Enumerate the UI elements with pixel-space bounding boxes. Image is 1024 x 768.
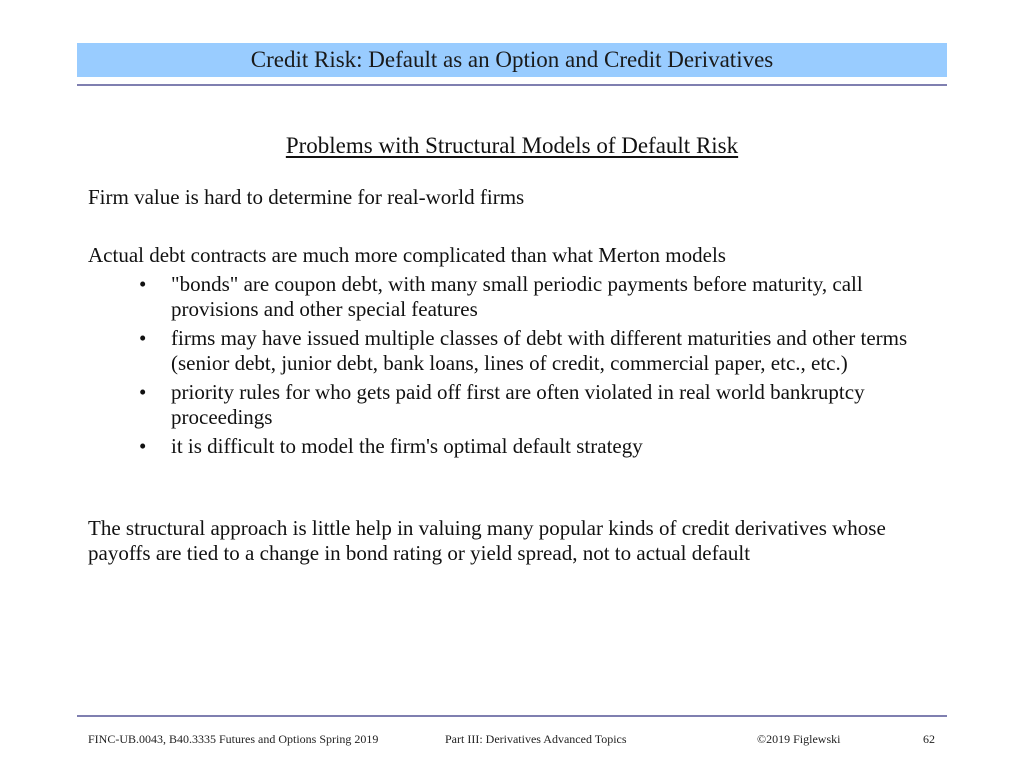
bullet-text: firms may have issued multiple classes of debt with different maturities and other terms (senior debt, junior debt, bank loans, lines of credit, commercial paper, etc., etc.): [171, 326, 908, 375]
bullet-icon: •: [139, 326, 147, 350]
slide-subtitle: [0, 133, 1024, 159]
bullet-icon: •: [139, 272, 147, 296]
bullet-item: [139, 434, 939, 459]
bullet-text: it is difficult to model the firm's optimal default strategy: [171, 434, 643, 458]
bullet-item: [139, 326, 939, 376]
bullet-list: [139, 272, 939, 463]
bullet-item: [139, 380, 939, 430]
slide-title: Credit Risk: Default as an Option and Credit Derivatives: [250, 47, 774, 72]
bullet-icon: •: [139, 434, 147, 458]
paragraph-firm-value: Firm value is hard to determine for real-world firms: [88, 185, 525, 209]
footer-divider: [77, 715, 947, 717]
paragraph-structural-approach: The structural approach is little help in valuing many popular kinds of credit derivatives whose payoffs are tied to a change in bond rating or yield spread, not to actual default: [88, 516, 886, 565]
footer-copyright: ©2019 Figlewski: [757, 732, 841, 746]
footer-course: FINC-UB.0043, B40.3335 Futures and Options Spring 2019: [88, 732, 379, 746]
bullet-text: priority rules for who gets paid off first are often violated in real world bankruptcy proceedings: [171, 380, 865, 429]
footer-part: Part III: Derivatives Advanced Topics: [445, 732, 627, 746]
bullet-icon: •: [139, 380, 147, 404]
title-divider: [77, 84, 947, 86]
bullet-text: "bonds" are coupon debt, with many small periodic payments before maturity, call provisions and other special features: [171, 272, 863, 321]
paragraph-debt-contracts: Actual debt contracts are much more complicated than what Merton models: [88, 243, 726, 267]
bullet-item: [139, 272, 939, 322]
page-number: 62: [923, 732, 935, 746]
slide-subtitle-text: Problems with Structural Models of Default Risk: [285, 133, 739, 158]
title-bar: [77, 43, 947, 77]
